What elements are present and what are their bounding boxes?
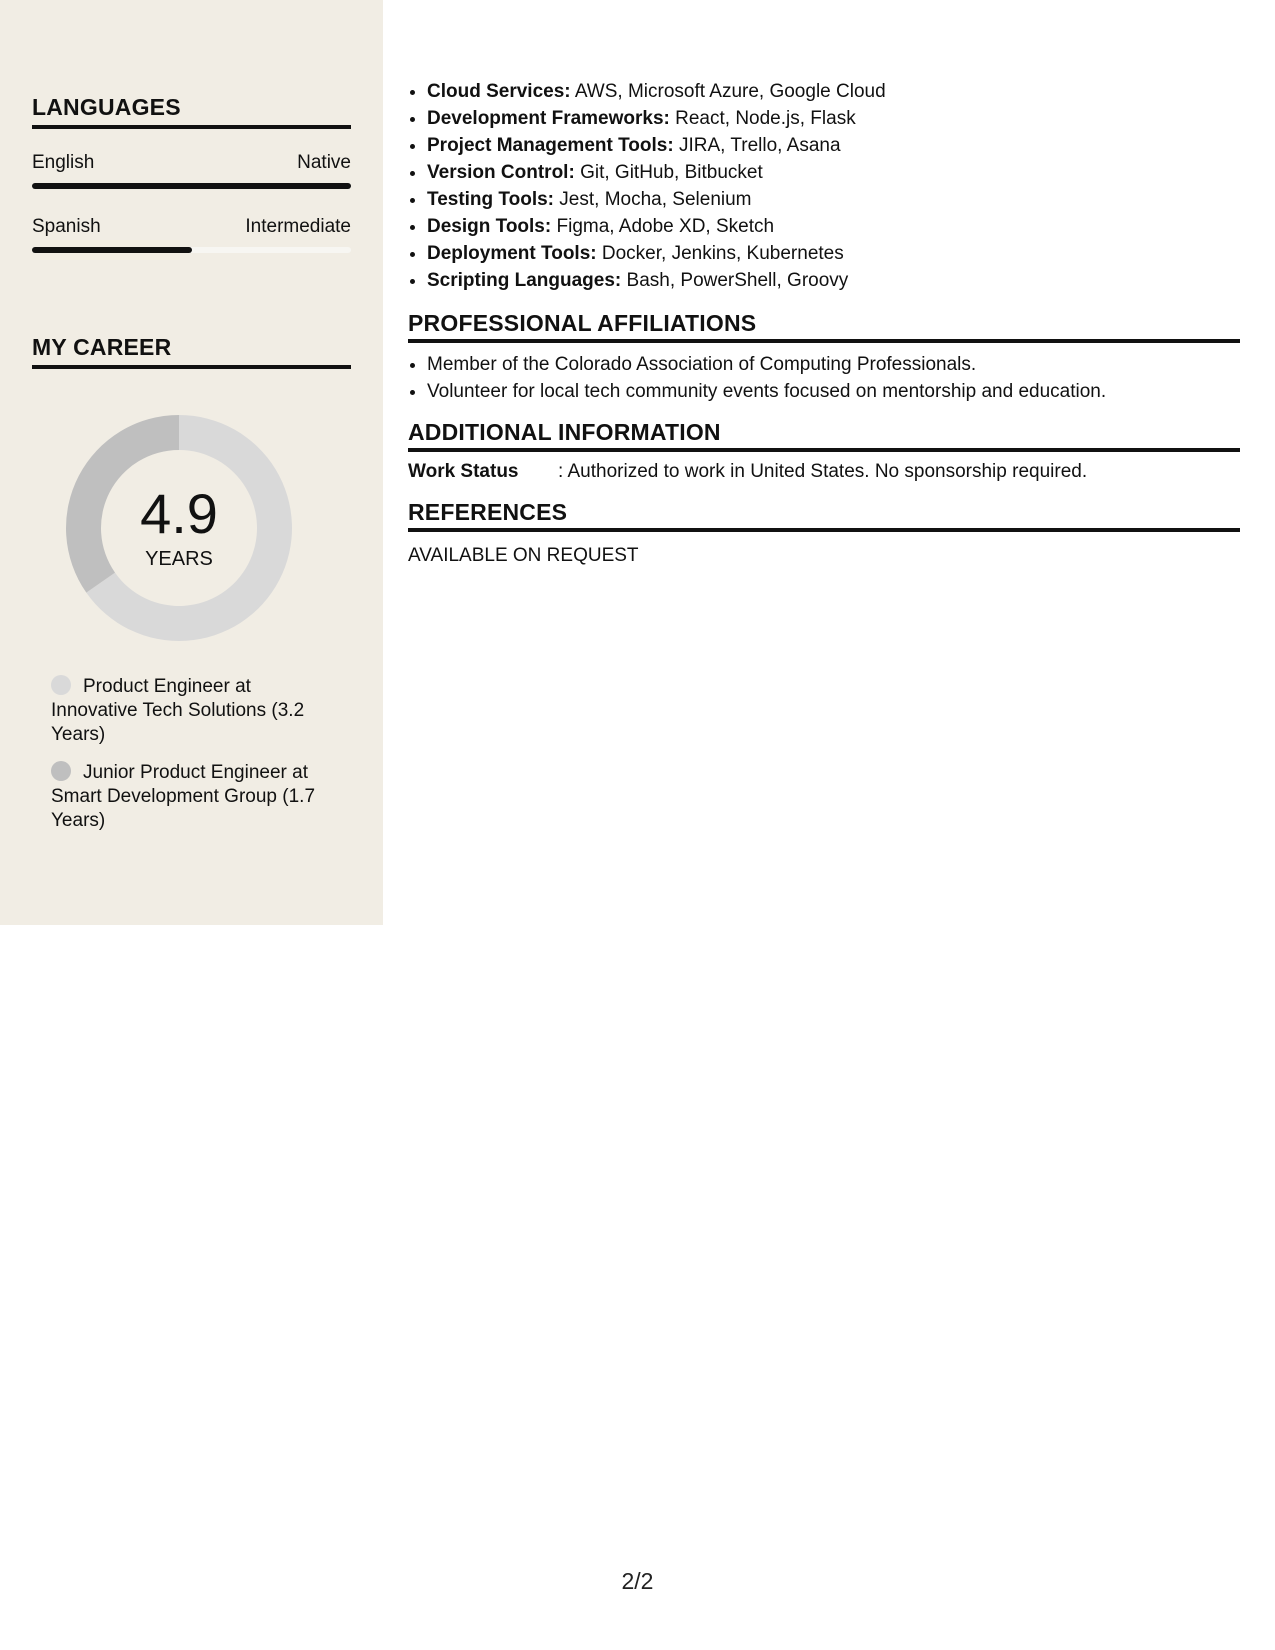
skill-value: JIRA, Trello, Asana (678, 135, 841, 156)
skill-value: Bash, PowerShell, Groovy (626, 270, 849, 291)
language-name: Spanish (32, 216, 101, 237)
language-item-english (32, 151, 351, 189)
career-legend-label: Product Engineer at Innovative Tech Solutions (3.2 Years) (51, 676, 305, 745)
affiliation-item: • Member of the Colorado Association of Computing Professionals. (427, 351, 1240, 378)
career-total-unit: YEARS (145, 548, 213, 570)
affiliation-item: • Volunteer for local tech community events focused on mentorship and education. (427, 378, 1240, 405)
skill-label: Development Frameworks: (427, 108, 670, 129)
skill-label: Testing Tools: (427, 189, 555, 210)
work-status-label: Work Status (408, 461, 519, 482)
language-item-spanish (32, 215, 351, 253)
skill-value: React, Node.js, Flask (675, 108, 856, 129)
skill-label: Scripting Languages: (427, 270, 622, 291)
skill-item (427, 105, 1240, 132)
language-proficiency-bar (32, 247, 351, 253)
additional-info-heading: ADDITIONAL INFORMATION (408, 419, 1240, 452)
language-level: Native (297, 152, 351, 173)
career-legend-item (51, 761, 321, 833)
skill-label: Project Management Tools: (427, 135, 674, 156)
language-name: English (32, 152, 95, 173)
page-number: 2/2 (621, 1568, 654, 1594)
work-status-value: : Authorized to work in United States. No sponsorship required. (558, 461, 1088, 482)
language-proficiency-fill (32, 183, 351, 189)
languages-heading: LANGUAGES (32, 94, 351, 129)
skill-value: Jest, Mocha, Selenium (559, 189, 752, 210)
career-legend-label: Junior Product Engineer at Smart Development Group (1.7 Years) (51, 762, 316, 831)
skill-item (427, 186, 1240, 213)
skill-item (427, 132, 1240, 159)
languages-section (32, 94, 351, 253)
skill-label: Version Control: (427, 162, 575, 183)
skill-label: Deployment Tools: (427, 243, 597, 264)
career-legend-item (51, 675, 321, 747)
skill-value: Docker, Jenkins, Kubernetes (601, 243, 844, 264)
work-status-row (408, 458, 1240, 485)
skill-label: Cloud Services: (427, 81, 571, 102)
skill-label: Design Tools: (427, 216, 552, 237)
skill-item (427, 240, 1240, 267)
skills-list (408, 78, 1240, 294)
sidebar (0, 0, 383, 925)
skill-item (427, 267, 1240, 294)
skill-item (427, 213, 1240, 240)
additional-info-section (408, 419, 1240, 485)
references-text: AVAILABLE ON REQUEST (408, 545, 639, 566)
career-total-value: 4.9 (140, 482, 218, 545)
skill-item (427, 78, 1240, 105)
legend-dot-icon (51, 675, 71, 695)
affiliations-heading: PROFESSIONAL AFFILIATIONS (408, 310, 1240, 343)
references-section (408, 499, 1240, 569)
language-proficiency-bar (32, 183, 351, 189)
career-heading: MY CAREER (32, 334, 351, 369)
legend-dot-icon (51, 761, 71, 781)
career-section (32, 334, 351, 369)
career-legend (51, 675, 321, 847)
main-content (408, 78, 1240, 569)
affiliations-list (408, 351, 1240, 405)
skill-value: Git, GitHub, Bitbucket (580, 162, 763, 183)
career-donut (64, 413, 294, 643)
affiliations-section (408, 310, 1240, 405)
skill-value: Figma, Adobe XD, Sketch (556, 216, 775, 237)
language-proficiency-fill (32, 247, 192, 253)
references-heading: REFERENCES (408, 499, 1240, 532)
skill-value: AWS, Microsoft Azure, Google Cloud (574, 81, 886, 102)
language-level: Intermediate (245, 216, 351, 237)
skill-item (427, 159, 1240, 186)
